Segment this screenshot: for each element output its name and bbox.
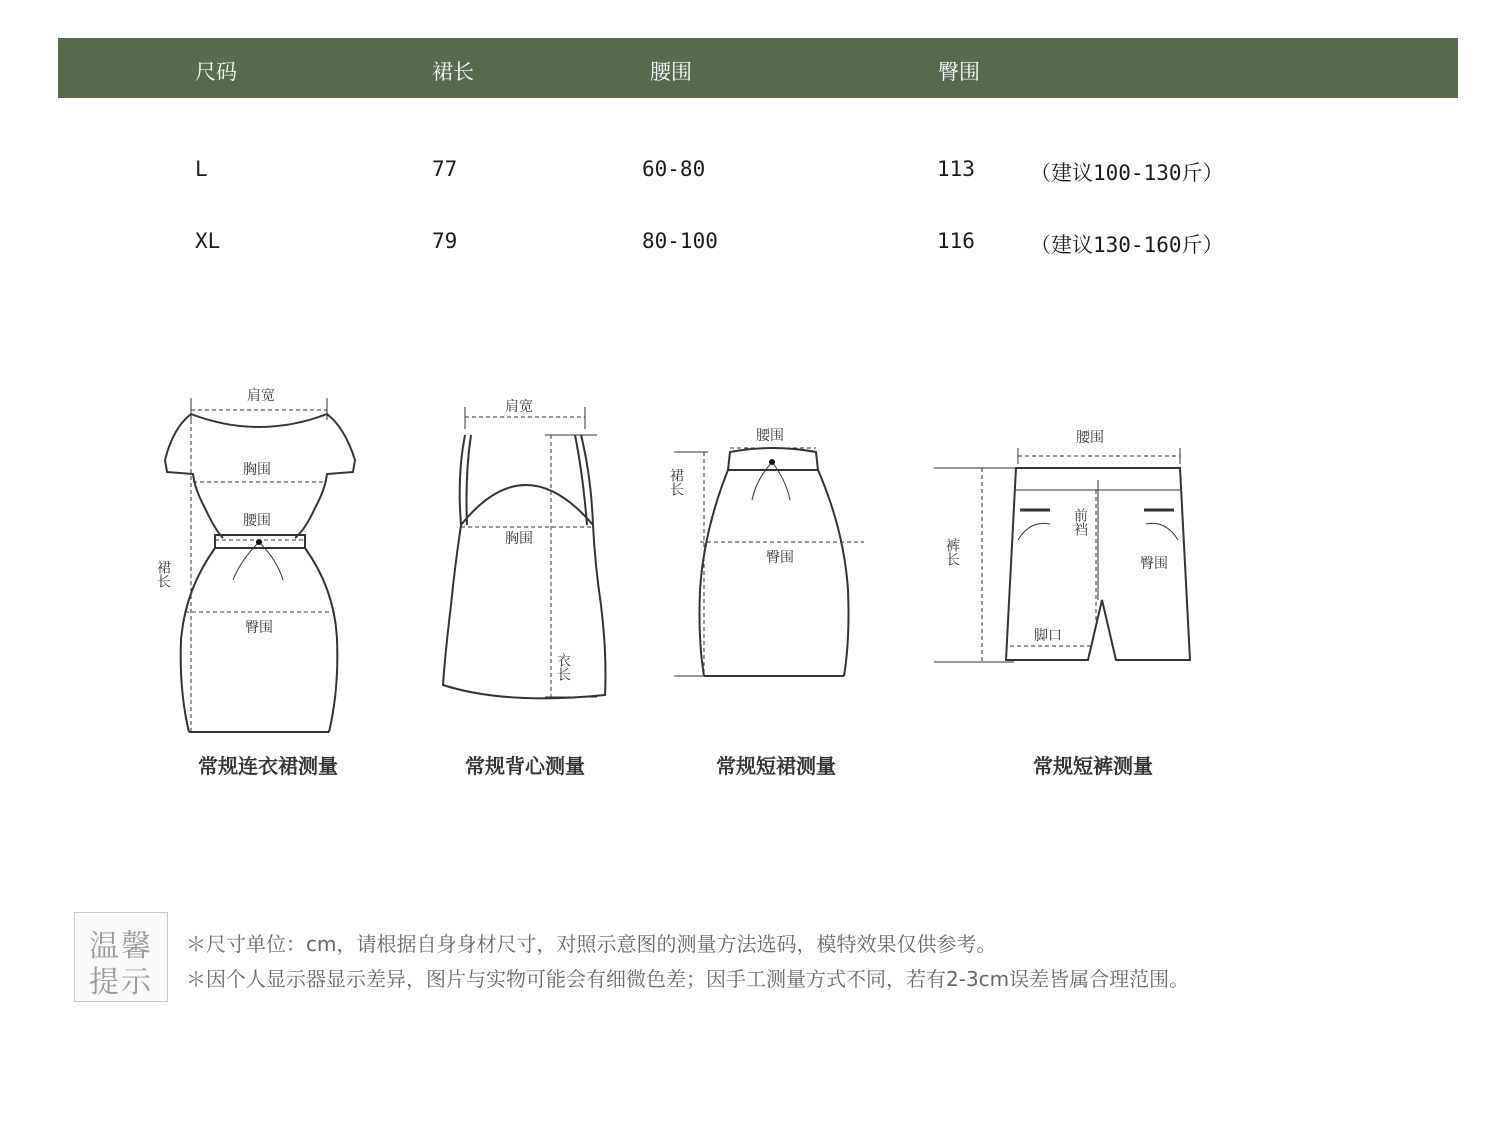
dress-label-hip: 臀围 xyxy=(245,620,273,636)
header-hip: 臀围 xyxy=(938,60,980,84)
header-size: 尺码 xyxy=(195,60,237,84)
shorts-label-length: 裤长 xyxy=(944,538,960,566)
dress-illustration xyxy=(155,380,375,740)
skirt-illustration xyxy=(668,420,878,690)
dress-label-waist: 腰围 xyxy=(243,513,271,529)
shorts-caption: 常规短裤测量 xyxy=(1033,754,1153,778)
dress-measurement-diagram xyxy=(155,380,375,740)
cell-waist: 60-80 xyxy=(642,157,706,181)
size-table-header xyxy=(58,38,1458,98)
cell-note: （建议100-130斤） xyxy=(1030,161,1224,185)
dress-label-chest: 胸围 xyxy=(243,462,271,478)
skirt-label-hip: 臀围 xyxy=(766,550,794,566)
header-length: 裙长 xyxy=(432,60,474,84)
cell-size: XL xyxy=(195,229,221,253)
cell-size: L xyxy=(195,157,208,181)
camisole-label-shoulder: 肩宽 xyxy=(505,399,533,415)
tips-badge-line1: 温馨 xyxy=(89,929,153,964)
cell-hip: 116 xyxy=(937,229,975,253)
camisole-label-length: 衣长 xyxy=(555,653,571,681)
tip-note: ＊因个人显示器显示差异，图片与实物可能会有细微色差；因手工测量方式不同，若有2-3cm误差皆属合理范围。 xyxy=(186,967,1190,991)
camisole-label-chest: 胸围 xyxy=(505,531,533,547)
shorts-label-rise: 前裆 xyxy=(1072,508,1088,536)
cell-length: 77 xyxy=(432,157,458,181)
cell-hip: 113 xyxy=(937,157,975,181)
dress-caption: 常规连衣裙测量 xyxy=(198,754,338,778)
shorts-illustration xyxy=(930,420,1200,670)
tips-badge xyxy=(74,912,168,1002)
camisole-caption: 常规背心测量 xyxy=(465,754,585,778)
shorts-label-hip: 臀围 xyxy=(1140,556,1168,572)
skirt-measurement-diagram xyxy=(668,420,878,690)
dress-label-length: 裙长 xyxy=(155,560,171,588)
cell-note: （建议130-160斤） xyxy=(1030,233,1224,257)
shorts-label-waist: 腰围 xyxy=(1076,430,1104,446)
shorts-label-hem: 脚口 xyxy=(1034,628,1062,644)
skirt-caption: 常规短裙测量 xyxy=(716,754,836,778)
header-waist: 腰围 xyxy=(650,60,692,84)
camisole-illustration xyxy=(425,385,625,715)
camisole-measurement-diagram xyxy=(425,385,625,715)
tip-note: ＊尺寸单位：cm，请根据自身身材尺寸，对照示意图的测量方法选码，模特效果仅供参考。 xyxy=(186,932,997,956)
tips-badge-line2: 提示 xyxy=(89,965,153,1000)
cell-length: 79 xyxy=(432,229,458,253)
skirt-label-waist: 腰围 xyxy=(756,428,784,444)
dress-label-shoulder: 肩宽 xyxy=(247,388,275,404)
skirt-label-length: 裙长 xyxy=(668,468,684,496)
cell-waist: 80-100 xyxy=(642,229,718,253)
shorts-measurement-diagram xyxy=(930,420,1200,670)
